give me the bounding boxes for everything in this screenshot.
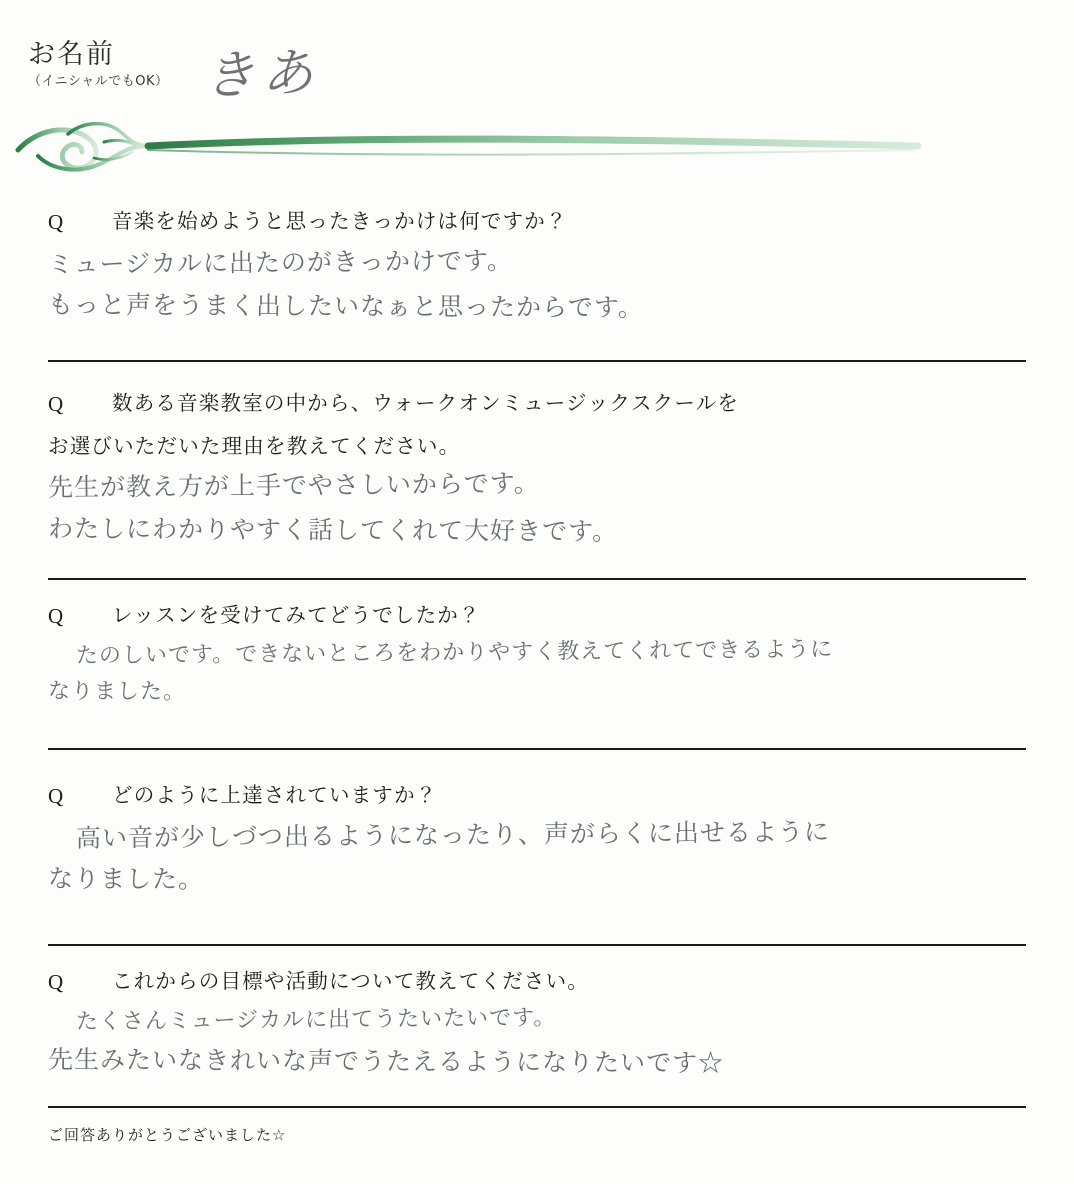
question-line xyxy=(48,600,1026,633)
question-text: レッスンを受けてみてどうでしたか？ xyxy=(112,603,481,627)
question-line-continued xyxy=(48,431,1026,463)
answer-line: 高い音が少しづつ出るようになったり、声がらくに出せるように xyxy=(75,816,831,853)
qa-block-4 xyxy=(48,780,1026,900)
name-row xyxy=(28,26,1046,110)
qa-block-2 xyxy=(48,388,1026,549)
qa-block-5 xyxy=(48,966,1026,1081)
question-line xyxy=(48,966,1026,999)
question-line xyxy=(48,780,1026,813)
question-marker: Q xyxy=(48,604,65,628)
flourish-divider xyxy=(8,112,928,182)
question-text: 数ある音楽教室の中から、ウォークオンミュージックスクールを xyxy=(112,391,740,415)
question-marker: Q xyxy=(48,784,65,808)
qa-block-3 xyxy=(48,600,1026,710)
question-marker: Q xyxy=(48,210,65,234)
question-line xyxy=(48,206,1026,239)
answer-line: たのしいです。できないところをわかりやすく教えてくれてできるように xyxy=(75,636,834,669)
question-line xyxy=(48,388,1026,421)
answer-text xyxy=(48,468,1026,549)
answer-text xyxy=(48,1005,1026,1081)
question-text: お選びいただいた理由を教えてください。 xyxy=(48,433,461,458)
name-label: お名前 xyxy=(28,39,115,70)
section-divider xyxy=(48,944,1026,946)
question-text: これからの目標や活動について教えてください。 xyxy=(112,969,589,993)
section-divider xyxy=(48,1106,1026,1108)
question-marker: Q xyxy=(48,392,65,416)
answer-text xyxy=(48,245,1026,326)
answer-line: なりました。 xyxy=(47,864,205,894)
answer-line: なりました。 xyxy=(47,679,187,705)
name-label-note: （イニシャルでもOK） xyxy=(28,74,169,89)
question-marker: Q xyxy=(48,970,65,994)
answer-text xyxy=(47,816,1026,900)
name-handwritten-value: きあ xyxy=(202,42,321,107)
answer-line: わたしにわかりやすく話してくれて大好きです。 xyxy=(47,513,619,546)
section-divider xyxy=(48,360,1026,362)
qa-block-1 xyxy=(48,206,1026,326)
question-text: どのように上達されていますか？ xyxy=(112,783,438,807)
answer-text xyxy=(47,636,1026,710)
section-divider xyxy=(48,748,1026,750)
section-divider xyxy=(48,578,1026,580)
answer-line: もっと声をうまく出したいなぁと思ったからです。 xyxy=(47,290,644,323)
question-text: 音楽を始めようと思ったきっかけは何ですか？ xyxy=(112,209,568,233)
answer-line: 先生みたいなきれいな声でうたえるようになりたいです☆ xyxy=(47,1045,725,1078)
answer-line: ミュージカルに出たのがきっかけです。 xyxy=(47,245,514,279)
footer-thanks-note: ご回答ありがとうございました☆ xyxy=(48,1126,287,1144)
answer-line: たくさんミュージカルに出てうたいたいです。 xyxy=(75,1005,557,1035)
answer-line: 先生が教え方が上手でやさしいからです。 xyxy=(47,469,540,503)
